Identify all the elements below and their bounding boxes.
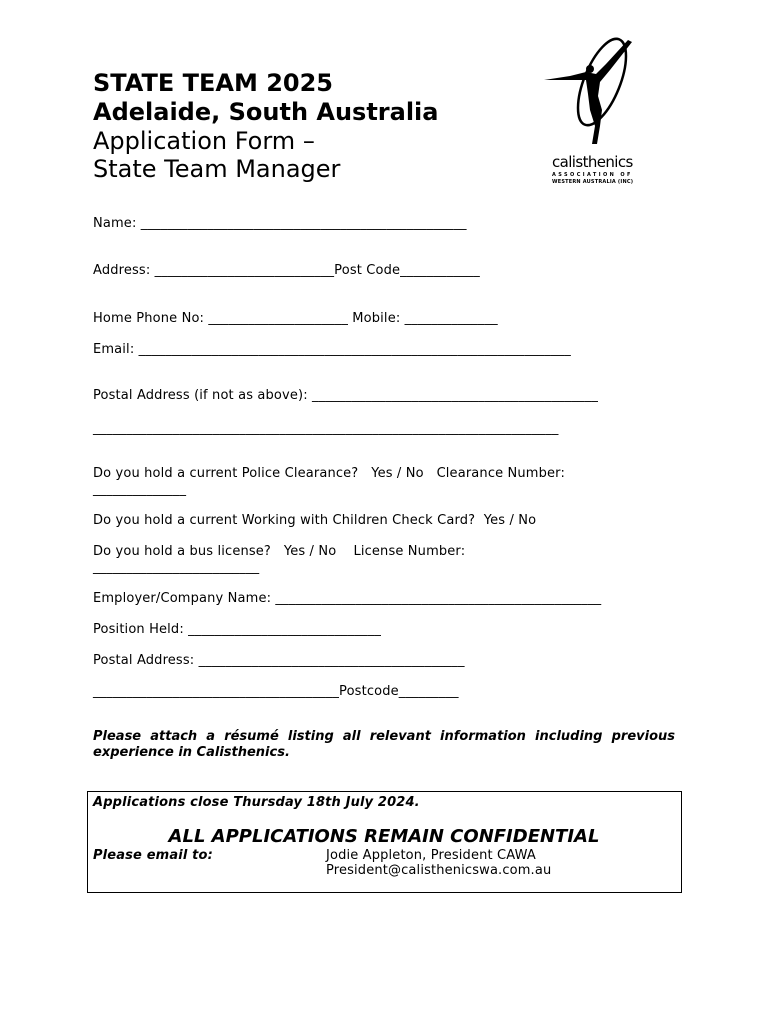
applications-info-box [87, 791, 682, 893]
phone-field[interactable]: Home Phone No: _____________________ Mobile: ______________ [93, 311, 498, 326]
logo-subtitle-region: WESTERN AUSTRALIA (INC) [552, 179, 634, 185]
clearance-number-field[interactable]: ______________ [93, 482, 187, 497]
working-with-children-question[interactable]: Do you hold a current Working with Children Check Card? Yes / No [93, 513, 537, 528]
contact-email-link[interactable]: President@calisthenicswa.com.au [326, 863, 552, 878]
contact-name: Jodie Appleton, President CAWA [326, 848, 536, 863]
employer-postal-address-field[interactable]: Postal Address: ________________________________________ [93, 653, 465, 668]
employer-field[interactable]: Employer/Company Name: _________________________________________________ [93, 591, 602, 606]
page-title: STATE TEAM 2025 [93, 69, 333, 97]
employer-postcode-field[interactable]: _____________________________________Postcode_________ [93, 684, 459, 699]
page-subtitle-role: State Team Manager [93, 155, 341, 183]
confidential-notice: ALL APPLICATIONS REMAIN CONFIDENTIAL [168, 826, 600, 847]
email-to-label: Please email to: [93, 848, 213, 863]
address-field[interactable]: Address: ___________________________Post Code____________ [93, 263, 480, 278]
position-held-field[interactable]: Position Held: _____________________________ [93, 622, 381, 637]
email-field[interactable]: Email: _________________________________________________________________ [93, 342, 571, 357]
name-field[interactable]: Name: _________________________________________________ [93, 216, 467, 231]
license-number-field[interactable]: _________________________ [93, 560, 260, 575]
page-title-location: Adelaide, South Australia [93, 98, 439, 126]
calisthenics-logo [540, 34, 640, 186]
logo-name: calisthenics [552, 153, 633, 171]
applications-close-date: Applications close Thursday 18th July 2024. [93, 795, 420, 810]
page-subtitle: Application Form – [93, 127, 315, 155]
resume-note: Please attach a résumé listing all relevant information including previous experience in Calisthenics. [93, 729, 675, 760]
logo-subtitle: ASSOCIATION OF [552, 172, 633, 178]
bus-license-question[interactable]: Do you hold a bus license? Yes / No License Number: [93, 544, 466, 559]
postal-address-field[interactable]: Postal Address (if not as above): ___________________________________________ [93, 388, 598, 403]
police-clearance-question[interactable]: Do you hold a current Police Clearance? Yes / No Clearance Number: [93, 466, 565, 481]
postal-address-continued[interactable]: ______________________________________________________________________ [93, 421, 559, 436]
gymnast-hoop-icon [540, 34, 640, 152]
